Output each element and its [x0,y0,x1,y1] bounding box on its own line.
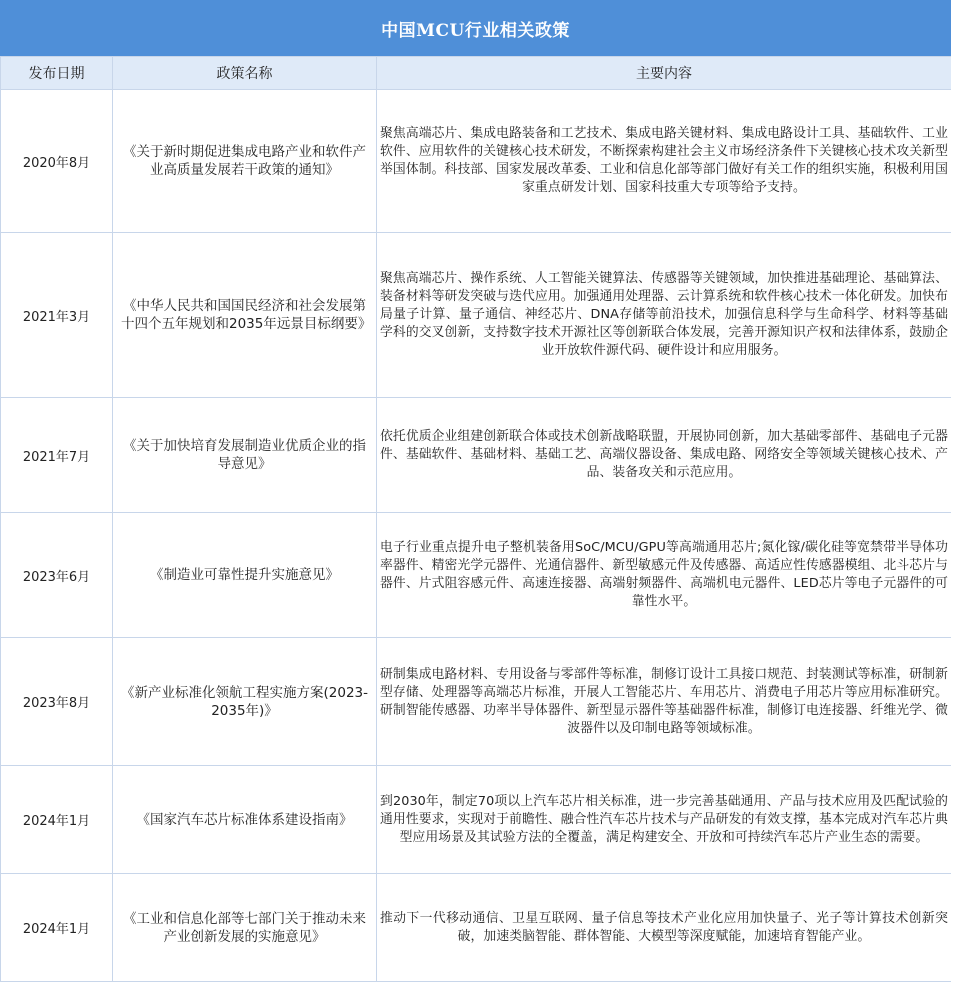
row-date: 2023年6月 [1,513,113,638]
table-row [1,233,952,398]
row-content [377,638,952,766]
row-content-text: 到2030年，制定70项以上汽车芯片相关标准，进一步完善基础通用、产品与技术应用及匹配试验的通用性要求，实现对于前瞻性、融合性汽车芯片技术与产品研发的有效支撑，基本完成对汽车芯片典型应用场景及其试验方法的全覆盖，满足构建安全、开放和可持续汽车芯片产业生态的需要。 [380,793,948,845]
row-policy-name: 《关于新时期促进集成电路产业和软件产业高质量发展若干政策的通知》 [113,90,377,233]
row-policy-name: 《工业和信息化部等七部门关于推动未来产业创新发展的实施意见》 [113,874,377,982]
row-date: 2023年8月 [1,638,113,766]
row-content [377,398,952,513]
row-date: 2024年1月 [1,766,113,874]
policy-table [0,56,952,982]
row-policy-name: 《关于加快培育发展制造业优质企业的指导意见》 [113,398,377,513]
right-margin-strip [951,0,970,994]
row-content-text: 聚焦高端芯片、操作系统、人工智能关键算法、传感器等关键领域，加快推进基础理论、基础算法、装备材料等研发突破与迭代应用。加强通用处理器、云计算系统和软件核心技术一体化研发。加快布局量子计算、量子通信、神经芯片、DNA存储等前沿技术，加强信息科学与生命科学、材料等基础学科的交叉创新，支持数字技术开源社区等创新联合体发展，完善开源知识产权和法律体系，鼓励企业开放软件源代码、硬件设计和应用服务。 [380,271,948,358]
row-content [377,233,952,398]
header-date: 发布日期 [1,57,113,90]
row-policy-name: 《中华人民共和国国民经济和社会发展第十四个五年规划和2035年远景目标纲要》 [113,233,377,398]
row-content [377,513,952,638]
row-content-text: 电子行业重点提升电子整机装备用SoC/MCU/GPU等高端通用芯片;氮化镓/碳化硅等宽禁带半导体功率器件、精密光学元器件、光通信器件、新型敏感元件及传感器、高适应性传感器模组、北斗芯片与器件、片式阻容感元件、高速连接器、高端射频器件、高端机电元器件、LED芯片等电子元器件的可靠性水平。 [380,540,948,609]
row-content [377,874,952,982]
row-policy-name: 《制造业可靠性提升实施意见》 [113,513,377,638]
table-row [1,513,952,638]
table-row [1,766,952,874]
row-content-text: 依托优质企业组建创新联合体或技术创新战略联盟，开展协同创新，加大基础零部件、基础电子元器件、基础软件、基础材料、基础工艺、高端仪器设备、集成电路、网络安全等领域关键核心技术、产品、装备攻关和示范应用。 [380,429,948,480]
row-policy-name: 《国家汽车芯片标准体系建设指南》 [113,766,377,874]
row-date: 2024年1月 [1,874,113,982]
row-date: 2021年3月 [1,233,113,398]
row-content [377,90,952,233]
row-content-text: 研制集成电路材料、专用设备与零部件等标准，制修订设计工具接口规范、封装测试等标准，研制新型存储、处理器等高端芯片标准，开展人工智能芯片、车用芯片、消费电子用芯片等应用标准研究。研制智能传感器、功率半导体器件、新型显示器件等基础器件标准，制修订电连接器、纤维光学、微波器件以及印制电路等领域标准。 [380,666,948,736]
row-content-text: 聚焦高端芯片、集成电路装备和工艺技术、集成电路关键材料、集成电路设计工具、基础软件、工业软件、应用软件的关键核心技术研发，不断探索构建社会主义市场经济条件下关键核心技术攻关新型举国体制。科技部、国家发展改革委、工业和信息化部等部门做好有关工作的组织实施，积极利用国家重点研发计划、国家科技重大专项等给予支持。 [380,126,948,195]
table-title: 中国MCU行业相关政策 [0,0,951,56]
table-row [1,398,952,513]
table-row [1,638,952,766]
row-content [377,766,952,874]
table-row [1,90,952,233]
table-header-row [1,57,952,90]
header-name: 政策名称 [113,57,377,90]
row-policy-name: 《新产业标准化领航工程实施方案(2023-2035年)》 [113,638,377,766]
header-content: 主要内容 [377,57,952,90]
row-content-text: 推动下一代移动通信、卫星互联网、量子信息等技术产业化应用加快量子、光子等计算技术创新突破，加速类脑智能、群体智能、大模型等深度赋能，加速培育智能产业。 [380,910,948,944]
table-row [1,874,952,982]
row-date: 2021年7月 [1,398,113,513]
row-date: 2020年8月 [1,90,113,233]
